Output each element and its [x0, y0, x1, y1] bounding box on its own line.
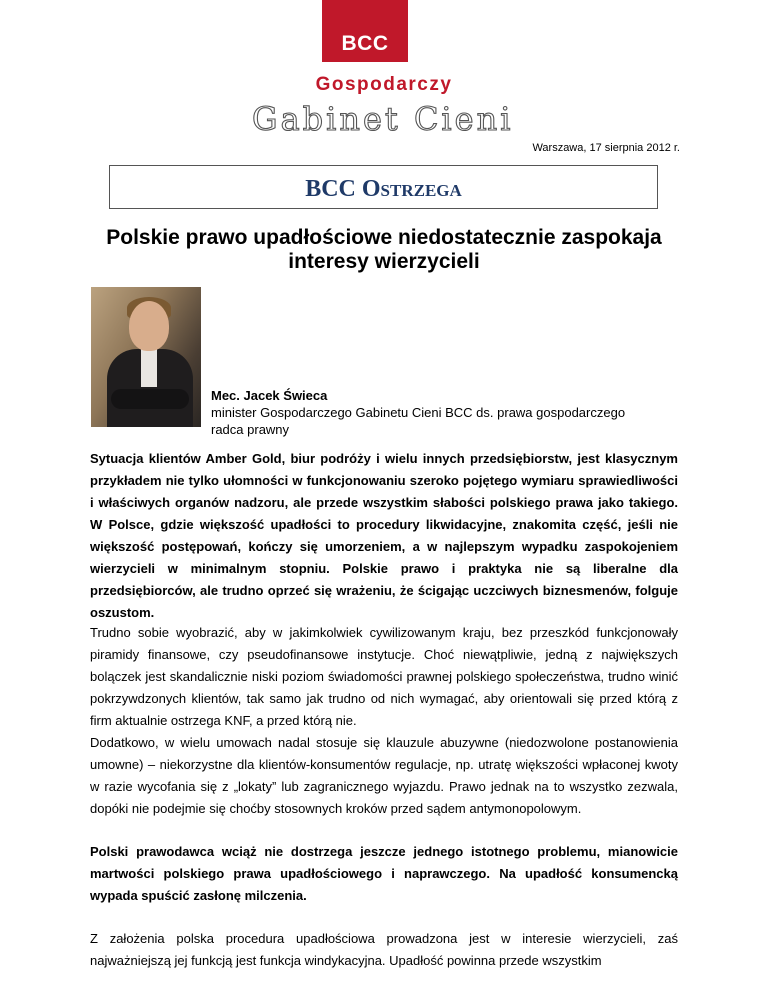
paragraph-lead: Sytuacja klientów Amber Gold, biur podróży i wielu innych przedsiębiorstw, jest klasycznym przykładem nie tylko ułomności w funkcjonowaniu szeroko pojętego wymiaru sprawiedliwości i właściwych organów nadzoru, ale przede wszystkim słabości polskiego prawa jako takiego. W Polsce, gdzie większość upadłości to procedury likwidacyjne, znakomita część, jeśli nie większość postępowań, kończy się umorzeniem, a w najlepszym wypadku zaspokojeniem wierzycieli w minimalnym stopniu. Polskie prawo i praktyka nie są liberalne dla przedsiębiorców, ale trudno oprzeć się wrażeniu, że ścigając uczciwych biznesmenów, folguje oszustom.: [90, 451, 678, 620]
author-name: Mec. Jacek Świeca: [211, 388, 328, 403]
logo-subtitle: Gospodarczy: [315, 74, 453, 95]
logo-mark: [322, 0, 408, 62]
paragraph: Dodatkowo, w wielu umowach nadal stosuje się klauzule abuzywne (niedozwolone postanowienia umowne) – niekorzystne dla klientów-konsumentów regulacje, np. utratę większości wpłaconej kwoty w razie wycofania się z „lokaty” lub zagranicznego wyjazdu. Prawo jednak na to wszystko zezwala, dopóki nie podejmie się choćby stosownych kroków przed sądem antymonopolowym.: [90, 735, 678, 816]
page-title: Polskie prawo upadłościowe niedostatecznie zaspokaja interesy wierzycieli: [106, 226, 662, 273]
author-title: radca prawny: [211, 422, 290, 437]
logo-name: Gabinet Cieni: [252, 100, 514, 138]
section-banner: [109, 165, 658, 209]
paragraph-highlight: Polski prawodawca wciąż nie dostrzega jeszcze jednego istotnego problemu, mianowicie martwości polskiego prawa upadłościowego i naprawczego. Na upadłość konsumencką wypada spuścić zasłonę milczenia.: [90, 844, 678, 903]
paragraph: Z założenia polska procedura upadłościowa prowadzona jest w interesie wierzycieli, zaś najważniejszą jej funkcją jest funkcja windykacyjna. Upadłość powinna przede wszystkim: [90, 931, 678, 968]
author-block: [211, 387, 625, 438]
document-date: Warszawa, 17 sierpnia 2012 r.: [532, 142, 680, 154]
logo-bcc-text: BCC: [341, 32, 389, 55]
author-role: minister Gospodarczego Gabinetu Cieni BCC ds. prawa gospodarczego: [211, 405, 626, 420]
paragraph: Trudno sobie wyobrazić, aby w jakimkolwiek cywilizowanym kraju, bez przeszkód funkcjonowały piramidy finansowe, czy pseudofinansowe instytucje. Choć niewątpliwie, jedną z największych bolączek jest skandalicznie niski poziom świadomości prawnej polskiego społeczeństwa, trudno winić pokrzywdzonych klientów, tak samo jak trudno od nich wymagać, aby orientowali się przed którą z firm aktualnie ostrzega KNF, a przed którą nie.: [90, 625, 678, 728]
banner-title: BCC Ostrzega: [305, 176, 462, 202]
author-photo: [91, 287, 201, 427]
